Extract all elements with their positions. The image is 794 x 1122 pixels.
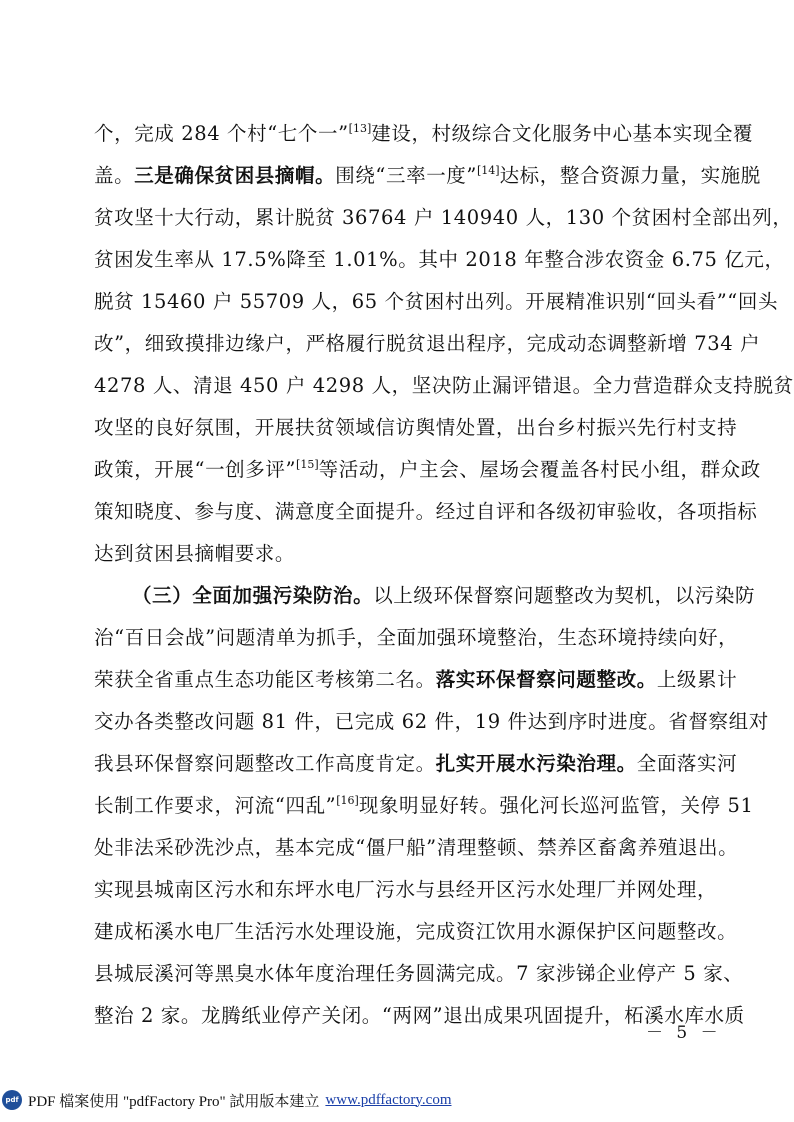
text-line: [94, 995, 745, 1037]
footer-text: PDF 檔案使用 "pdfFactory Pro" 試用版本建立: [28, 1093, 320, 1110]
page-number: － 5 －: [646, 1023, 722, 1043]
text-segment: 建成柘溪水电厂生活污水处理设施，完成资江饮用水源保护区问题整改。: [94, 920, 738, 943]
text-line: [94, 785, 754, 827]
pdf-footer: [0, 1087, 452, 1113]
text-segment: 围绕“三率一度”: [335, 164, 477, 187]
text-segment: 策知晓度、参与度、满意度全面提升。经过自评和各级初审验收，各项指标: [94, 500, 758, 523]
text-line: [94, 827, 739, 869]
text-segment: 上级累计: [656, 668, 738, 691]
text-line: [94, 113, 754, 155]
text-segment: 荣获全省重点生态功能区考核第二名。: [94, 668, 436, 691]
footnote-ref: [15]: [296, 458, 319, 471]
text-segment: 以上级环保督察问题整改为契机，以污染防: [373, 584, 756, 607]
text-segment: 处非法采砂洗沙点，基本完成“僵尸船”清理整顿、禁养区畜禽养殖退出。: [94, 836, 739, 859]
bold-heading: （三）全面加强污染防治。: [132, 584, 374, 607]
text-segment: 整治 2 家。龙腾纸业停产关闭。“两网”退出成果巩固提升，柘溪水库水质: [94, 1004, 745, 1027]
body-text: [94, 113, 794, 1037]
text-segment: 现象明显好转。强化河长巡河监管，关停 51: [358, 794, 754, 817]
text-segment: 4278 人、清退 450 户 4298 人，坚决防止漏评错退。全力营造群众支持脱贫: [94, 374, 794, 397]
text-segment: 个，完成 284 个村“七个一”: [94, 122, 349, 145]
text-segment: 建设，村级综合文化服务中心基本实现全覆: [371, 122, 754, 145]
bold-heading: 落实环保督察问题整改。: [435, 668, 657, 691]
text-line: [94, 155, 761, 197]
text-segment: 县城辰溪河等黑臭水体年度治理任务圆满完成。7 家涉锑企业停产 5 家、: [94, 962, 744, 985]
footnote-ref: [13]: [348, 122, 372, 135]
text-line: [94, 701, 769, 743]
text-segment: 长制工作要求，河流“四乱”: [94, 794, 337, 817]
footnote-ref: [14]: [476, 164, 500, 177]
text-line: [94, 323, 761, 365]
text-line: [94, 575, 756, 617]
text-segment: 我县环保督察问题整改工作高度肯定。: [94, 752, 436, 775]
text-segment: 交办各类整改问题 81 件，已完成 62 件，19 件达到序时进度。省督察组对: [94, 710, 769, 733]
text-segment: 治“百日会战”问题清单为抓手，全面加强环境整治，生态环境持续向好，: [94, 626, 739, 649]
text-segment: 达到贫困县摘帽要求。: [94, 542, 296, 565]
bold-heading: 扎实开展水污染治理。: [435, 752, 637, 775]
text-line: [94, 533, 706, 575]
footnote-ref: [16]: [336, 794, 359, 807]
text-line: [94, 659, 738, 701]
text-line: [94, 743, 738, 785]
text-line: [94, 449, 761, 491]
text-segment: 全面落实河: [636, 752, 738, 775]
pdffactory-link[interactable]: www.pdffactory.com: [325, 1091, 452, 1108]
text-segment: 攻坚的良好氛围，开展扶贫领域信访舆情处置，出台乡村振兴先行村支持: [94, 416, 738, 439]
text-segment: 改”，细致摸排边缘户，严格履行脱贫退出程序，完成动态调整新增 734 户: [94, 332, 761, 355]
text-segment: 达标，整合资源力量，实施脱: [499, 164, 761, 187]
text-line: [94, 617, 739, 659]
text-segment: 脱贫 15460 户 55709 人，65 个贫困村出列。开展精准识别“回头看”“回头: [94, 290, 779, 313]
bold-heading: 三是确保贫困县摘帽。: [134, 164, 336, 187]
pdf-logo-icon: pdf: [2, 1090, 22, 1110]
text-line: [94, 953, 744, 995]
text-segment: 贫攻坚十大行动，累计脱贫 36764 户 140940 人，130 个贫困村全部出列，: [94, 206, 793, 229]
text-line: [94, 197, 793, 239]
text-segment: 等活动，户主会、屋场会覆盖各村民小组，群众政: [318, 458, 761, 481]
text-segment: 贫困发生率从 17.5%降至 1.01%。其中 2018 年整合涉农资金 6.75 亿元，: [94, 248, 785, 271]
text-segment: 政策，开展“一创多评”: [94, 458, 297, 481]
text-line: [94, 407, 738, 449]
text-line: [94, 281, 779, 323]
text-line: [94, 869, 718, 911]
text-line: [94, 365, 794, 407]
text-segment: 实现县城南区污水和东坪水电厂污水与县经开区污水处理厂并网处理，: [94, 878, 718, 901]
text-line: [94, 491, 758, 533]
text-segment: 盖。: [94, 164, 135, 187]
text-line: [94, 911, 738, 953]
text-line: [94, 239, 785, 281]
